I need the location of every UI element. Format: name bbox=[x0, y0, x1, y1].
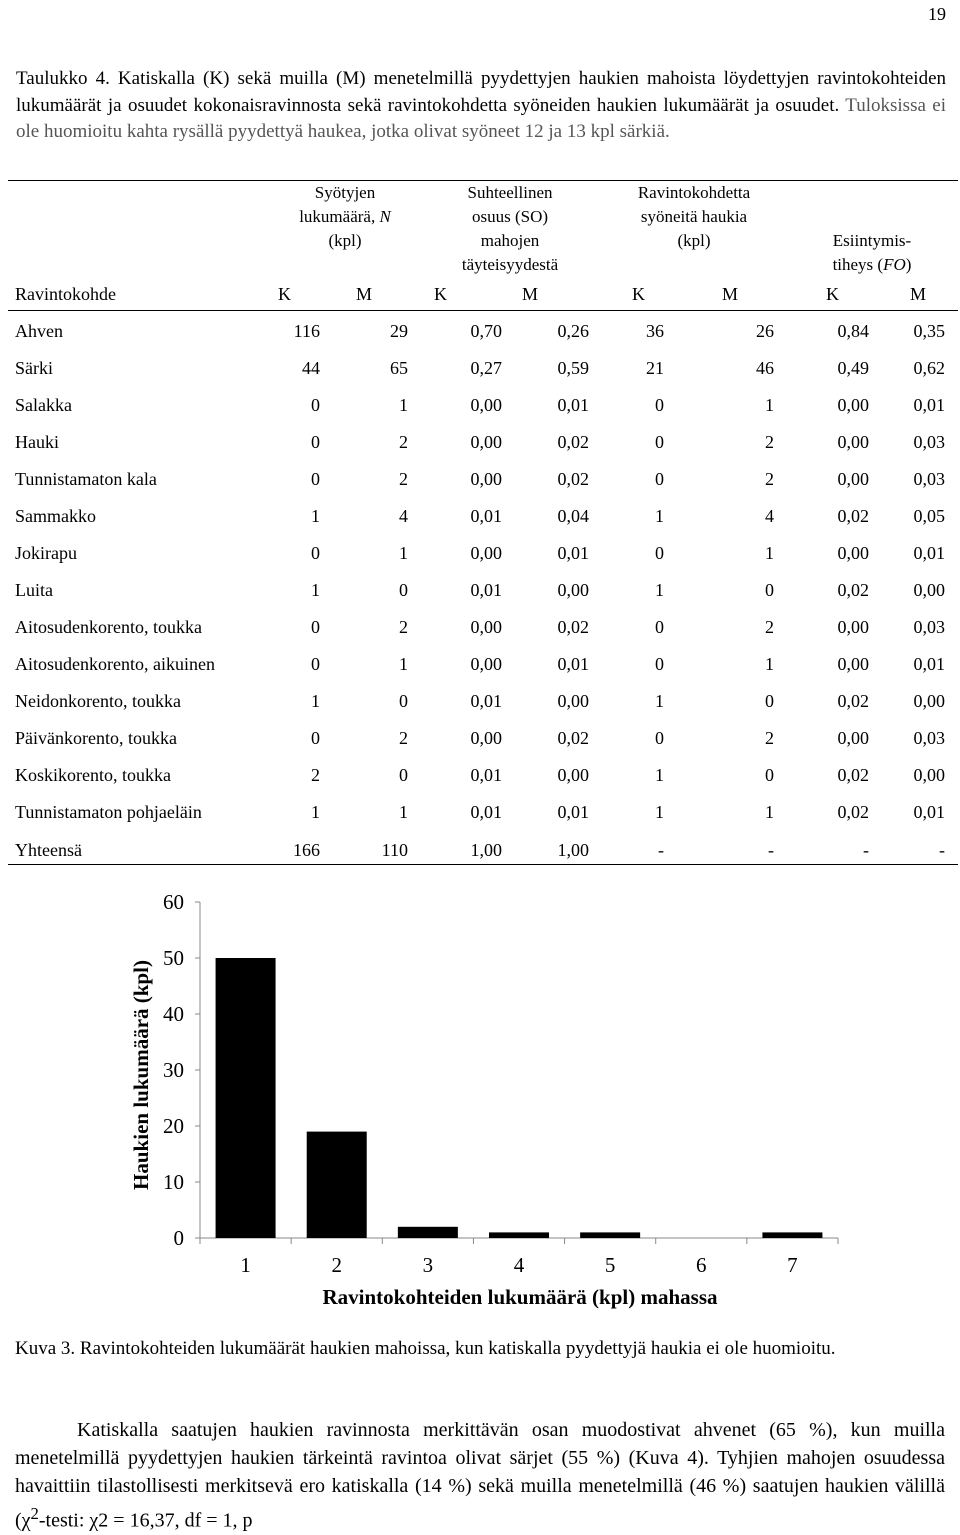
table-cell: 0,00 bbox=[913, 691, 945, 711]
table-cell: 0,59 bbox=[557, 358, 589, 378]
table-cell: 1 bbox=[655, 802, 664, 822]
table-cell: 0,01 bbox=[557, 543, 589, 563]
header-line: Syötyjen bbox=[314, 183, 376, 202]
table-cell: 0,02 bbox=[837, 765, 869, 785]
chart-bar bbox=[216, 958, 276, 1238]
table-row bbox=[0, 506, 960, 543]
table-cell: 0 bbox=[311, 432, 320, 452]
table-cell: 0,02 bbox=[557, 432, 589, 452]
table-cell: 0,00 bbox=[470, 543, 502, 563]
row-name: Neidonkorento, toukka bbox=[15, 691, 181, 711]
table-cell: 116 bbox=[293, 321, 320, 341]
table-cell: 0,00 bbox=[837, 543, 869, 563]
table-cell: 110 bbox=[381, 840, 408, 860]
bar-chart bbox=[0, 870, 960, 1330]
table-cell: 1 bbox=[399, 654, 408, 674]
table-cell: - bbox=[939, 840, 945, 860]
header-suhteellinen bbox=[428, 181, 592, 277]
header-line bbox=[802, 253, 942, 277]
table-cell: 0,84 bbox=[837, 321, 869, 341]
table-cell: 0,01 bbox=[470, 580, 502, 600]
paragraph-text: -testi: χ2 = 16,37, df = 1, p bbox=[38, 1509, 253, 1532]
chart-bar bbox=[489, 1232, 549, 1238]
body-paragraph bbox=[15, 1416, 945, 1535]
table-cell: 0,03 bbox=[913, 617, 945, 637]
chart-x-tick-label: 2 bbox=[331, 1253, 342, 1277]
row-name: Sammakko bbox=[15, 506, 96, 526]
page-number: 19 bbox=[928, 4, 946, 24]
chart-x-tick-label: 5 bbox=[604, 1253, 616, 1277]
table-cell: 1 bbox=[399, 802, 408, 822]
chart-bars bbox=[216, 958, 823, 1238]
table-cell: 1 bbox=[655, 765, 664, 785]
subheader-cell: M bbox=[522, 284, 539, 304]
table-cell: 0,01 bbox=[913, 654, 945, 674]
table-bottom-rule bbox=[8, 864, 958, 865]
table-cell: 0 bbox=[655, 432, 664, 452]
table-row bbox=[0, 580, 960, 617]
table-cell: 0 bbox=[311, 654, 320, 674]
table-cell: 0,00 bbox=[837, 617, 869, 637]
table-row bbox=[0, 469, 960, 506]
table-cell: 0,00 bbox=[913, 765, 945, 785]
table-cell: 0,00 bbox=[470, 469, 502, 489]
row-name: Luita bbox=[15, 580, 53, 600]
table-cell: 36 bbox=[646, 321, 664, 341]
table-cell: - bbox=[863, 840, 869, 860]
header-line: täyteisyydestä bbox=[461, 255, 559, 274]
header-text: tiheys ( bbox=[832, 255, 884, 274]
chart-y-tick-label: 10 bbox=[163, 1170, 184, 1194]
table-cell: 0,02 bbox=[837, 580, 869, 600]
table-cell: 29 bbox=[390, 321, 408, 341]
header-syotyjen bbox=[268, 181, 422, 253]
table-cell: 2 bbox=[399, 469, 408, 489]
chart-y-tick-label: 20 bbox=[163, 1114, 184, 1138]
row-name: Päivänkorento, toukka bbox=[15, 728, 177, 748]
table-cell: 0,02 bbox=[557, 469, 589, 489]
table-cell: 0,00 bbox=[470, 432, 502, 452]
header-line: Esiintymis- bbox=[832, 231, 912, 250]
header-line: osuus (SO) bbox=[471, 207, 549, 226]
paragraph-superscript: 2 bbox=[30, 1504, 39, 1523]
table-cell: 1 bbox=[655, 691, 664, 711]
table-cell: 1 bbox=[765, 802, 774, 822]
table-cell: - bbox=[768, 840, 774, 860]
row-name: Tunnistamaton kala bbox=[15, 469, 157, 489]
row-name: Aitosudenkorento, aikuinen bbox=[15, 654, 215, 674]
table-cell: 0,00 bbox=[837, 395, 869, 415]
table-cell: 1 bbox=[655, 580, 664, 600]
table-cell: 2 bbox=[765, 728, 774, 748]
chart-x-tick-label: 4 bbox=[513, 1253, 525, 1277]
chart-y-tick-label: 60 bbox=[163, 890, 184, 914]
table-row bbox=[0, 617, 960, 654]
chart-y-tick-label: 30 bbox=[163, 1058, 184, 1082]
table-cell: 1 bbox=[765, 543, 774, 563]
header-line: mahojen bbox=[480, 231, 540, 250]
subheader-cell: K bbox=[826, 284, 839, 304]
row-name: Yhteensä bbox=[15, 840, 82, 860]
chart-y-tick-label: 0 bbox=[173, 1226, 184, 1250]
chart-x-tick-label: 1 bbox=[240, 1253, 251, 1277]
table-cell: 0,00 bbox=[470, 654, 502, 674]
table-cell: 0,49 bbox=[837, 358, 869, 378]
row-name: Salakka bbox=[15, 395, 72, 415]
row-name: Koskikorento, toukka bbox=[15, 765, 171, 785]
table-cell: 26 bbox=[756, 321, 774, 341]
table-cell: 0 bbox=[655, 728, 664, 748]
table-cell: 0,01 bbox=[470, 506, 502, 526]
table-cell: 0 bbox=[655, 654, 664, 674]
header-text: ) bbox=[905, 255, 912, 274]
header-line: (kpl) bbox=[677, 231, 711, 250]
table-cell: 1 bbox=[399, 543, 408, 563]
row-name: Tunnistamaton pohjaeläin bbox=[15, 802, 202, 822]
chart-x-tick-label: 3 bbox=[422, 1253, 434, 1277]
table-cell: 0 bbox=[311, 728, 320, 748]
table-cell: 0,70 bbox=[470, 321, 502, 341]
table-row bbox=[0, 654, 960, 691]
table-cell: 0,01 bbox=[913, 395, 945, 415]
table-cell: 0,00 bbox=[837, 728, 869, 748]
table-cell: 65 bbox=[390, 358, 408, 378]
chart-y-axis-label: Haukien lukumäärä (kpl) bbox=[129, 960, 153, 1190]
table-cell: 1 bbox=[311, 691, 320, 711]
table-cell: 0,00 bbox=[557, 691, 589, 711]
table-cell: 21 bbox=[646, 358, 664, 378]
table-cell: 0 bbox=[655, 543, 664, 563]
table-cell: 0 bbox=[399, 765, 408, 785]
table-cell: 0,02 bbox=[837, 691, 869, 711]
table-cell: 0,00 bbox=[913, 580, 945, 600]
table-cell: 0 bbox=[399, 580, 408, 600]
table-row bbox=[0, 765, 960, 802]
table-cell: 0,01 bbox=[913, 802, 945, 822]
chart-y-tick-label: 50 bbox=[163, 946, 184, 970]
table-row bbox=[0, 358, 960, 395]
table-cell: 0 bbox=[655, 469, 664, 489]
table-cell: 0,00 bbox=[837, 469, 869, 489]
table-caption bbox=[16, 66, 946, 146]
table-cell: 0,01 bbox=[470, 765, 502, 785]
header-line: Suhteellinen bbox=[467, 183, 553, 202]
table-cell: 0,03 bbox=[913, 432, 945, 452]
table-cell: 0,00 bbox=[470, 728, 502, 748]
chart-y-tick-label: 40 bbox=[163, 1002, 184, 1026]
figure-caption: Kuva 3. Ravintokohteiden lukumäärät haukien mahoissa, kun katiskalla pyydettyjä haukia ei ole huomioitu. bbox=[15, 1338, 836, 1359]
table-cell: - bbox=[658, 840, 664, 860]
row-header: Ravintokohde bbox=[15, 284, 116, 304]
chart-x-tick-label: 6 bbox=[696, 1253, 707, 1277]
table-header-rule bbox=[8, 310, 958, 311]
table-cell: 1 bbox=[311, 580, 320, 600]
table-cell: 1,00 bbox=[470, 840, 502, 860]
table-cell: 0 bbox=[311, 617, 320, 637]
table-cell: 0,01 bbox=[557, 802, 589, 822]
header-italic: FO bbox=[883, 255, 906, 274]
table-cell: 1 bbox=[765, 395, 774, 415]
table-cell: 1,00 bbox=[557, 840, 589, 860]
table-cell: 166 bbox=[293, 840, 320, 860]
table-cell: 0 bbox=[655, 617, 664, 637]
table-cell: 0,02 bbox=[557, 617, 589, 637]
table-row bbox=[0, 321, 960, 358]
table-cell: 1 bbox=[311, 802, 320, 822]
table-cell: 0,35 bbox=[913, 321, 945, 341]
table-cell: 0,03 bbox=[913, 469, 945, 489]
table-cell: 0,00 bbox=[557, 580, 589, 600]
table-cell: 2 bbox=[765, 432, 774, 452]
table-cell: 1 bbox=[311, 506, 320, 526]
table-cell: 1 bbox=[399, 395, 408, 415]
table-caption-note: Tuloksissa ei ole huomioitu kahta rysällä pyydettyä haukea, jotka olivat syöneet 12 ja 13 kpl särkiä. bbox=[16, 94, 947, 142]
table-cell: 0 bbox=[399, 691, 408, 711]
chart-bar bbox=[762, 1232, 822, 1238]
subheader-cell: K bbox=[278, 284, 291, 304]
table-row bbox=[0, 543, 960, 580]
table-cell: 0,02 bbox=[557, 728, 589, 748]
header-esiintymistiheys bbox=[802, 229, 942, 277]
table-cell: 2 bbox=[765, 617, 774, 637]
table-cell: 4 bbox=[399, 506, 408, 526]
header-line: syöneitä haukia bbox=[640, 207, 748, 226]
row-name: Ahven bbox=[15, 321, 63, 341]
table-cell: 0,00 bbox=[837, 654, 869, 674]
table-cell: 0,62 bbox=[913, 358, 945, 378]
table-cell: 0 bbox=[311, 469, 320, 489]
paragraph-text: Katiskalla saatujen haukien ravinnosta merkittävän osan muodostivat ahvenet (65 %), kun muilla menetelmillä pyydettyjen haukien tärkeintä ravintoa olivat särjet (55 %) (Kuva 4). Tyhjien mahojen osuudessa havaittiin tilastollisesti merkitsevä ero katiskalla (14 %) sekä muilla menetelmillä (46 %) saatujen haukien välillä (χ bbox=[15, 1419, 945, 1532]
chart-x-tick-label: 7 bbox=[787, 1253, 798, 1277]
table-cell: 2 bbox=[399, 432, 408, 452]
table-cell: 0,01 bbox=[470, 802, 502, 822]
table-row bbox=[0, 395, 960, 432]
table-row bbox=[0, 432, 960, 469]
header-ravintokohdetta bbox=[600, 181, 788, 253]
table-cell: 0 bbox=[765, 580, 774, 600]
table-cell: 1 bbox=[655, 506, 664, 526]
table-row bbox=[0, 691, 960, 728]
chart-bar bbox=[307, 1132, 367, 1238]
header-italic: N bbox=[379, 207, 391, 226]
table-cell: 0,04 bbox=[557, 506, 589, 526]
table-cell: 0,05 bbox=[913, 506, 945, 526]
table-cell: 0,03 bbox=[913, 728, 945, 748]
table-row bbox=[0, 728, 960, 765]
chart-y-axis bbox=[163, 890, 200, 1250]
chart-bar bbox=[580, 1232, 640, 1238]
table-cell: 0 bbox=[655, 395, 664, 415]
table-cell: 0 bbox=[765, 691, 774, 711]
table-cell: 2 bbox=[399, 728, 408, 748]
row-name: Jokirapu bbox=[15, 543, 77, 563]
subheader-cell: K bbox=[434, 284, 447, 304]
subheader-cell: M bbox=[910, 284, 927, 304]
table-cell: 2 bbox=[311, 765, 320, 785]
table-cell: 46 bbox=[756, 358, 774, 378]
table-cell: 0,00 bbox=[837, 432, 869, 452]
header-line bbox=[268, 205, 422, 229]
table-cell: 0,02 bbox=[837, 802, 869, 822]
chart-x-axis-label: Ravintokohteiden lukumäärä (kpl) mahassa bbox=[322, 1285, 718, 1309]
table-cell: 4 bbox=[765, 506, 774, 526]
table-cell: 0,00 bbox=[470, 617, 502, 637]
row-name: Särki bbox=[15, 358, 53, 378]
subheader-cell: M bbox=[722, 284, 739, 304]
table-cell: 0,00 bbox=[557, 765, 589, 785]
table-cell: 1 bbox=[765, 654, 774, 674]
table-cell: 0 bbox=[311, 395, 320, 415]
row-name: Hauki bbox=[15, 432, 59, 452]
table-cell: 0,01 bbox=[913, 543, 945, 563]
table-cell: 0,02 bbox=[837, 506, 869, 526]
table-cell: 0,01 bbox=[470, 691, 502, 711]
table-cell: 0,26 bbox=[557, 321, 589, 341]
row-name: Aitosudenkorento, toukka bbox=[15, 617, 202, 637]
header-line: (kpl) bbox=[328, 231, 362, 250]
chart-bar bbox=[398, 1227, 458, 1238]
table-cell: 0 bbox=[765, 765, 774, 785]
table-cell: 0 bbox=[311, 543, 320, 563]
table-cell: 0,00 bbox=[470, 395, 502, 415]
chart-x-axis bbox=[200, 1238, 838, 1277]
table-cell: 0,01 bbox=[557, 395, 589, 415]
table-cell: 0,01 bbox=[557, 654, 589, 674]
table-cell: 2 bbox=[399, 617, 408, 637]
header-line: Ravintokohdetta bbox=[637, 183, 751, 202]
header-text: lukumäärä, bbox=[299, 207, 380, 226]
table-cell: 44 bbox=[302, 358, 320, 378]
subheader-cell: M bbox=[356, 284, 373, 304]
table-caption-main: Taulukko 4. Katiskalla (K) sekä muilla (M) menetelmillä pyydettyjen haukien mahoista löydettyjen ravintokohteiden lukumäärät ja osuudet kokonaisravinnosta sekä ravintokohdetta syöneiden haukien lukumäärät ja osuudet. bbox=[16, 68, 946, 116]
table-subheader-row bbox=[0, 284, 960, 321]
table-row bbox=[0, 802, 960, 839]
table-cell: 2 bbox=[765, 469, 774, 489]
table-cell: 0,27 bbox=[470, 358, 502, 378]
subheader-cell: K bbox=[632, 284, 645, 304]
